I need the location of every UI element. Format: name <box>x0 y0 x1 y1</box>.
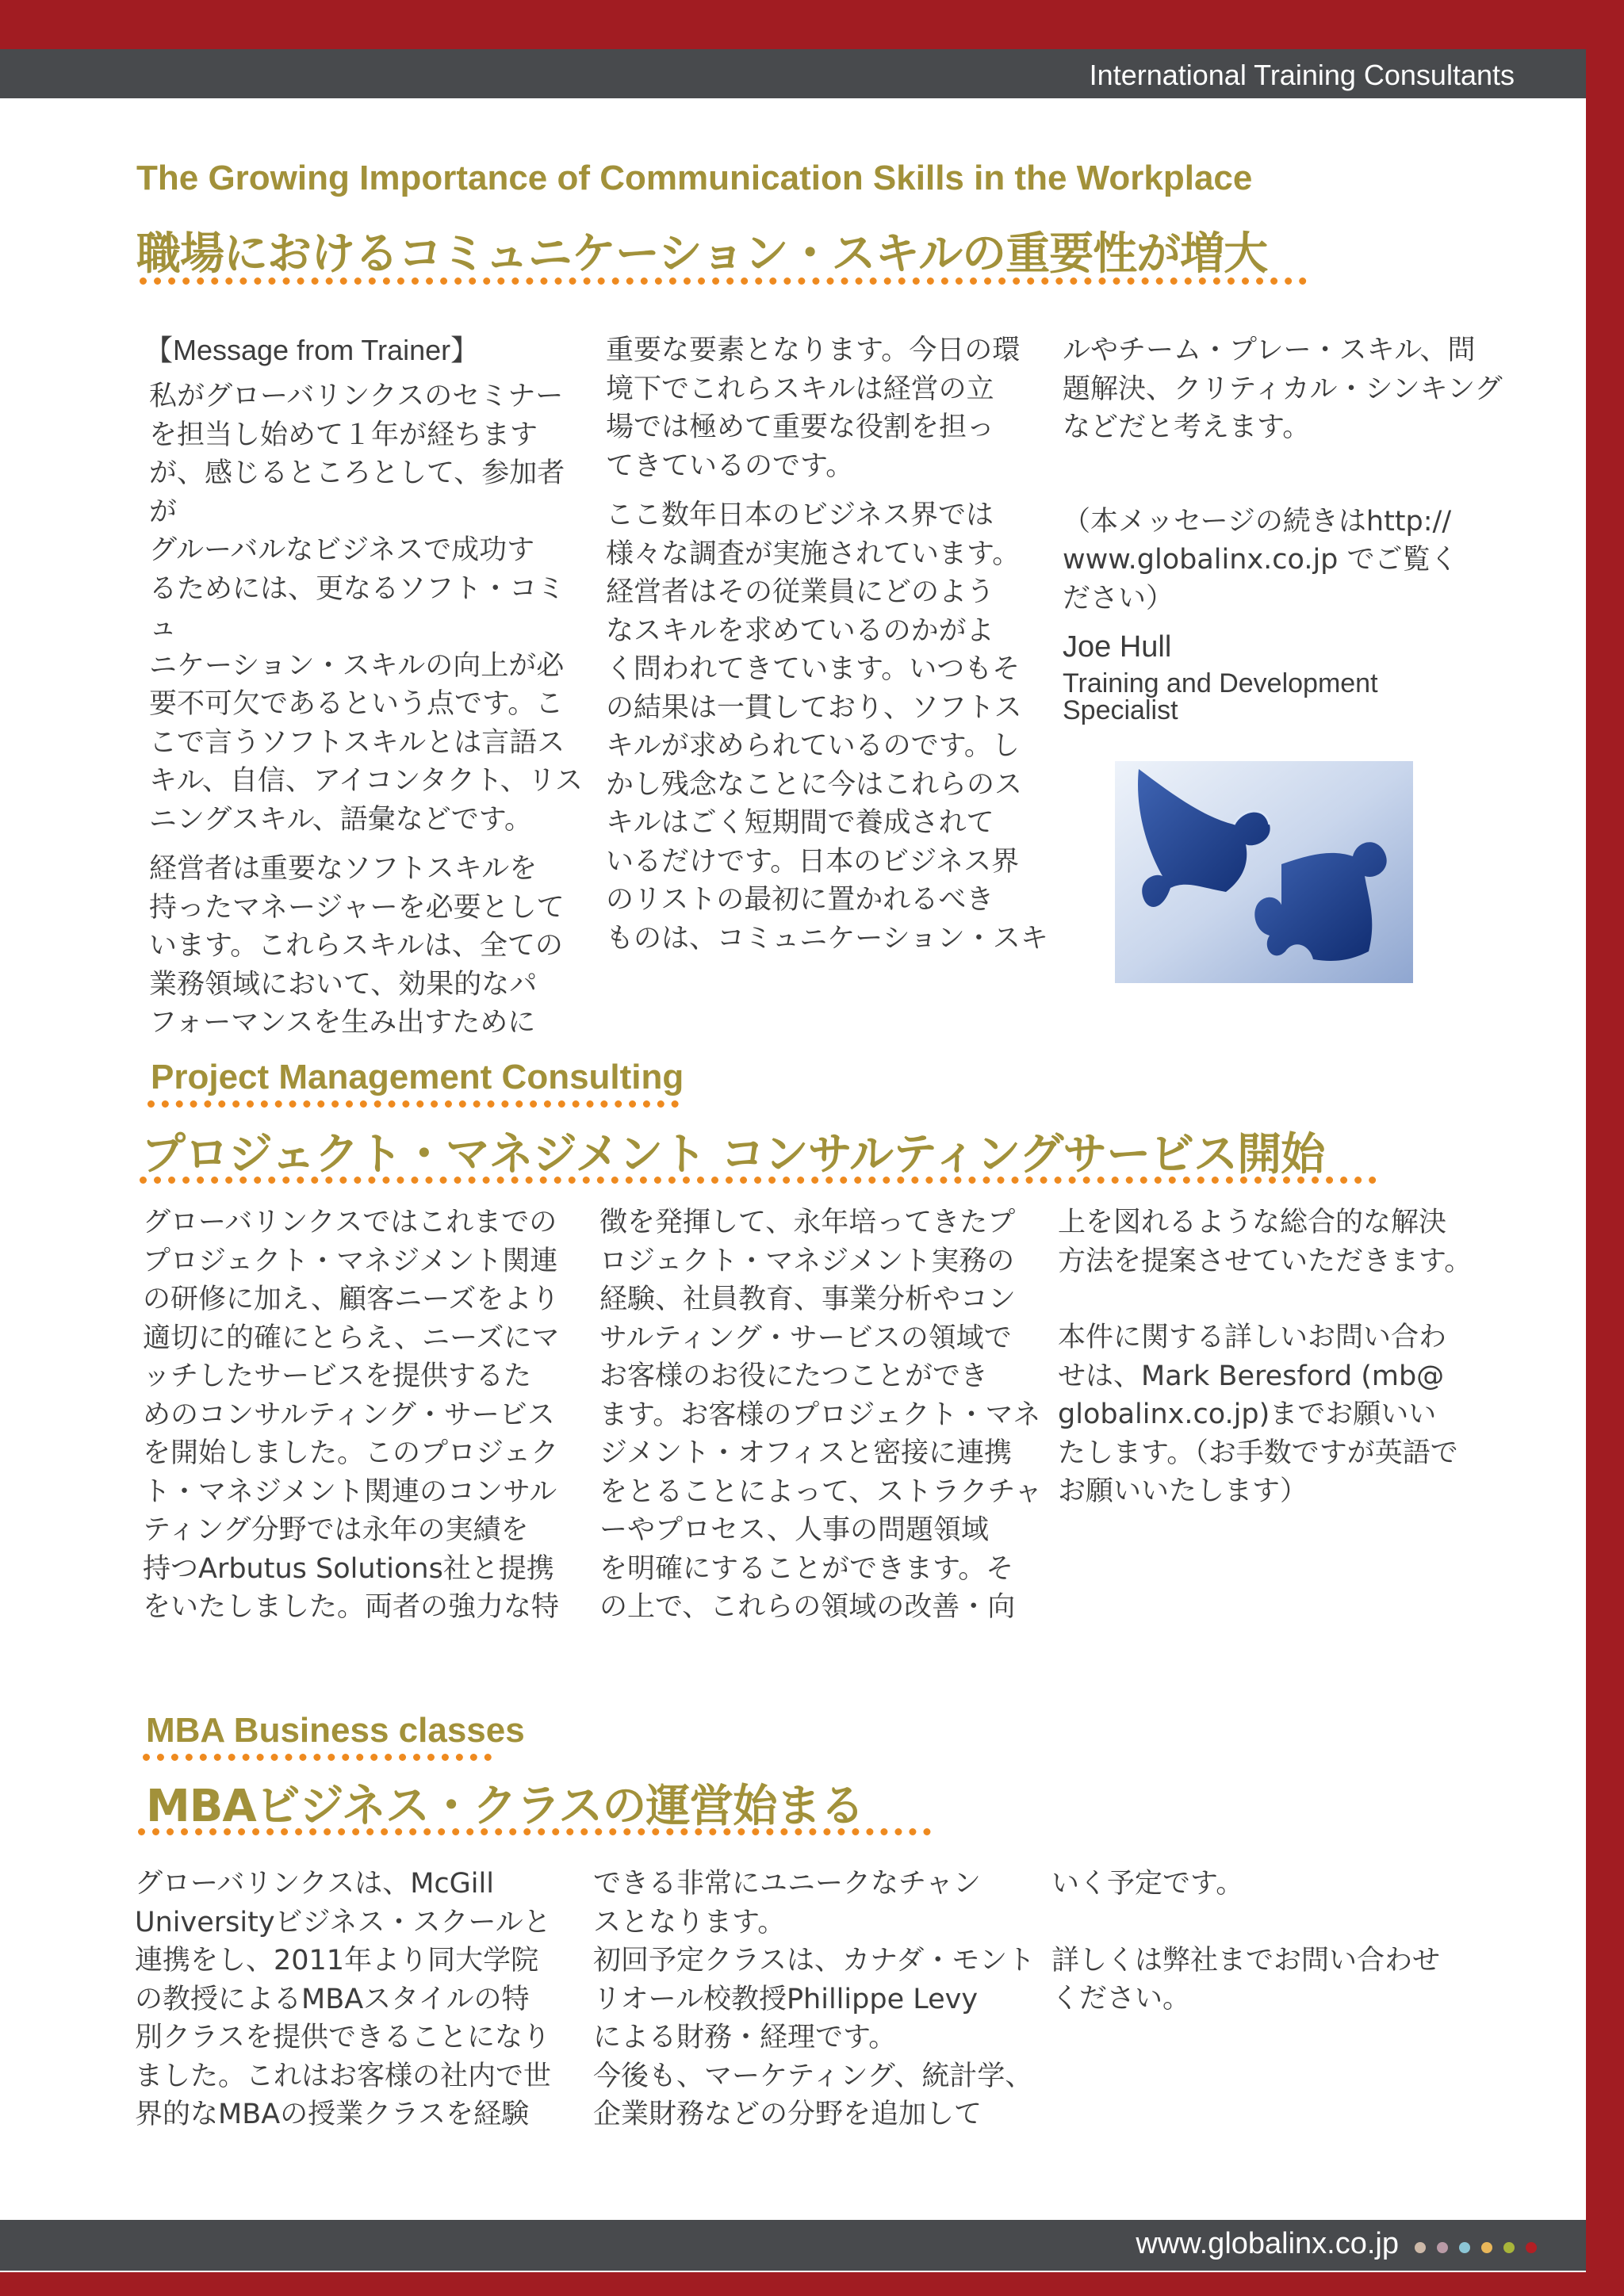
message-heading: 【Message from Trainer】 <box>144 334 480 366</box>
section2-column-1 <box>143 1203 587 1627</box>
section2-column-2 <box>599 1203 1044 1627</box>
section1-column-1 <box>141 331 585 1054</box>
consulting-contact-paragraph: 本件に関する詳しいお問い合わ せは、Mark Beresford (mb@ globalinx.co.jp)までお願いい たします。（お手数ですが英語で お願いいたします） <box>1058 1322 1458 1507</box>
message-paragraph-4: ここ数年日本のビジネス界では 様々な調査が実施されています。 経営者はその従業員にどのよう なスキルを求めているのかがよ く問われてきています。いつもそ の結果は一貫しており、ソフトス キルが求められているのです。し かし残念なことに今はこれらのス キルはごく短期間で養成されて いるだけです。日本のビジネス界 のリストの最初に置かれるべき ものは、コミュニケーション・スキ <box>606 499 1048 955</box>
section3-column-1 <box>135 1865 579 2134</box>
section3-column-3 <box>1051 1865 1496 2019</box>
section3-jp-title: MBAビジネス・クラスの運営始まる <box>146 1781 864 1832</box>
company-name: International Training Consultants <box>1089 59 1515 91</box>
mba-contact-paragraph: 詳しくは弊社までお問い合わせ ください。 <box>1051 1944 1441 2015</box>
message-paragraph-1: 私がグローバリンクスのセミナー を担当し始めて１年が経ちます が、感じるところとして、参加者が グルーバルなビジネスで成功す るためには、更なるソフト・コミュ ニケーション・スキルの向上が必 要不可欠であるという点です。こ こで言うソフトスキルとは言語ス キル、自信、アイコンタクト、リス ニングスキル、語彙などです。 <box>149 381 584 836</box>
footer-url-link[interactable]: www.globalinx.co.jp <box>1136 2227 1399 2260</box>
mba-paragraph-3: いく予定です。 <box>1051 1868 1244 1900</box>
section1-column-2 <box>606 331 1050 969</box>
section2-column-3 <box>1058 1203 1518 1511</box>
section2-en-title: Project Management Consulting <box>151 1058 684 1096</box>
footer-bar <box>0 2220 1586 2271</box>
footer-dot <box>1459 2242 1470 2253</box>
footer-dot <box>1437 2242 1448 2253</box>
message-continuation-note: （本メッセージの続きはhttp:// www.globalinx.co.jp でご覧く ださい） <box>1063 505 1458 614</box>
section2-jp-title: プロジェクト・マネジメント コンサルティングサービス開始 <box>141 1129 1325 1181</box>
section1-column-3 <box>1063 331 1507 724</box>
section3-column-2 <box>593 1865 1037 2134</box>
signature-name: Joe Hull <box>1063 630 1172 664</box>
footer-dot <box>1503 2242 1515 2253</box>
puzzle-pieces-icon <box>1115 761 1413 983</box>
section1-en-title: The Growing Importance of Communication Skills in the Workplace <box>136 159 1253 197</box>
section3-dotted-rule <box>138 1828 931 1835</box>
message-paragraph-3: 重要な要素となります。今日の環 境下でこれらスキルは経営の立 場では極めて重要な役割を担っ てきているのです。 <box>606 335 1021 482</box>
consulting-paragraph-2: 徴を発揮して、永年培ってきたプ ロジェクト・マネジメント実務の 経験、社員教育、事業分析やコン サルティング・サービスの領域で お客様のお役にたつことができ ます。お客様のプロジェクト・マネ ジメント・オフィスと密接に連携 をとることによって、ストラクチャ ーやプロセス、人事の問題領域 を明確にすることができます。そ の上で、これらの領域の改善・向 <box>599 1207 1043 1623</box>
signature-title: Training and Development Specialist <box>1063 668 1378 725</box>
section1-dotted-rule <box>140 277 1307 285</box>
section3-en-title: MBA Business classes <box>146 1711 525 1750</box>
section1-jp-title: 職場におけるコミュニケーション・スキルの重要性が増大 <box>136 228 1268 280</box>
footer-dot <box>1481 2242 1492 2253</box>
message-paragraph-5: ルやチーム・プレー・スキル、問 題解決、クリティカル・シンキング などだと考えます。 <box>1063 335 1503 443</box>
mba-paragraph-1: グローバリンクスは、McGill Universityビジネス・スクールと 連携をし、2011年より同大学院 の教授によるMBAスタイルの特 別クラスを提供できることになり ました。これはお客様の社内で世 界的なMBAの授業クラスを経験 <box>135 1868 552 2130</box>
footer-dot <box>1415 2242 1426 2253</box>
section2-en-dotted-rule <box>147 1100 679 1108</box>
message-paragraph-2: 経営者は重要なソフトスキルを 持ったマネージャーを必要として います。これらスキルは、全ての 業務領域において、効果的なパ フォーマンスを生み出すために <box>149 853 565 1039</box>
section2-dotted-rule <box>140 1177 1377 1184</box>
consulting-paragraph-3: 上を図れるような総合的な解決 方法を提案させていただきます。 <box>1058 1207 1473 1277</box>
consulting-paragraph-1: グローバリンクスではこれまでの プロジェクト・マネジメント関連 の研修に加え、顧客ニーズをより 適切に的確にとらえ、ニーズにマ ッチしたサービスを提供するた めのコンサルティング・サービス を開始しました。このプロジェク ト・マネジメント関連のコンサル ティング分野では永年の実績を 持つArbutus Solutions社と提携 をいたしました。両者の強力な特 <box>143 1207 560 1623</box>
header-bar <box>0 49 1586 98</box>
footer-dots <box>1415 2242 1537 2253</box>
mba-paragraph-2: できる非常にユニークなチャン スとなります。 初回予定クラスは、カナダ・モント リオール校教授Phillippe Levy による財務・経理です。 今後も、マーケティング、統計学、 企業財務などの分野を追加して <box>593 1868 1036 2130</box>
section3-en-dotted-rule <box>143 1754 492 1761</box>
footer-dot <box>1526 2242 1537 2253</box>
